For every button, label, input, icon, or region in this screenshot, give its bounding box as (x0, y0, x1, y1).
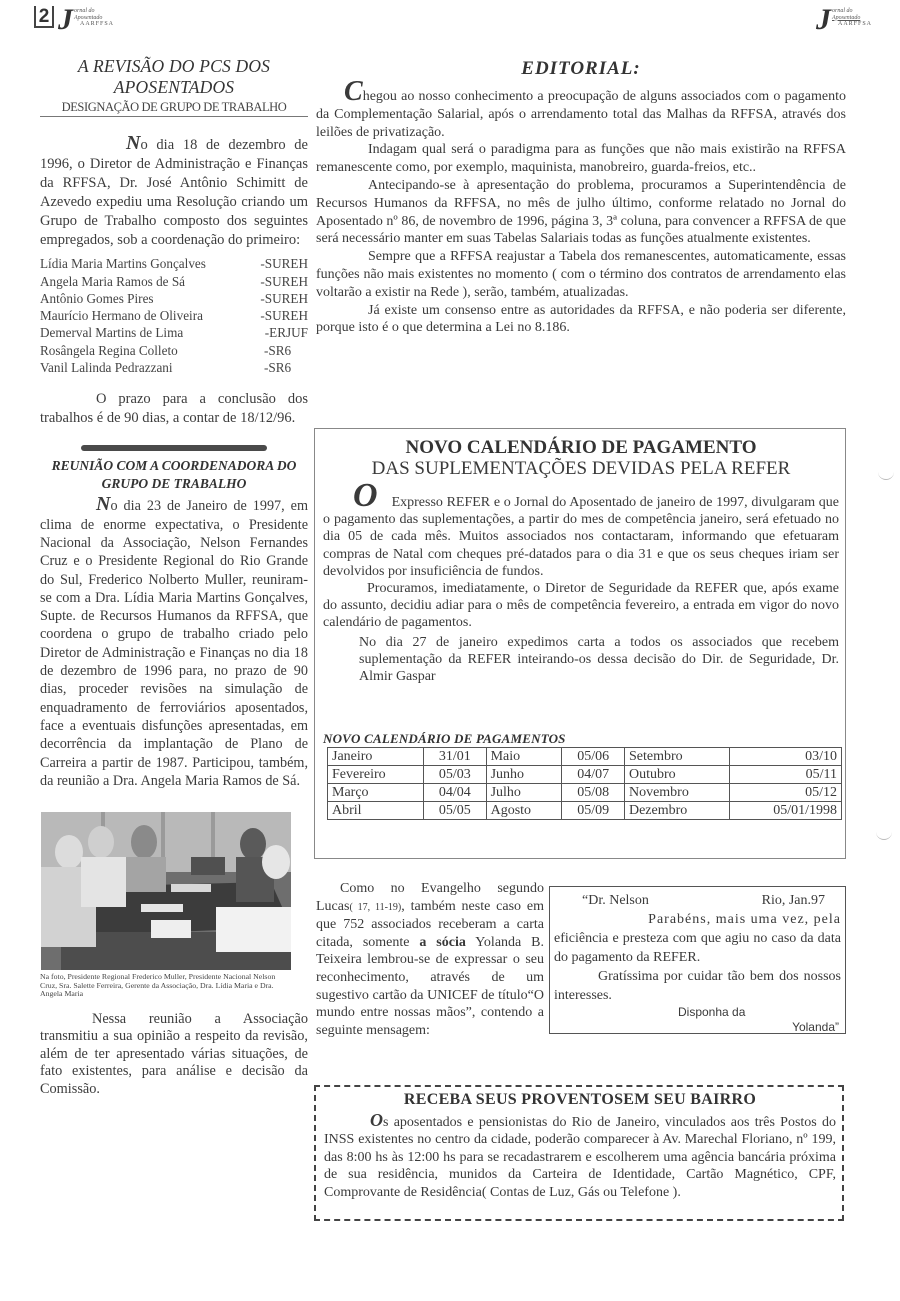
member-name: Maurício Hermano de Oliveira (40, 308, 203, 324)
margin-mark (878, 472, 894, 480)
paragraph-text: Yolanda B. Teixeira lembrou-se de expressar o seu reconhecimento, através de um sugestivo cartão da UNICEF de título“O mundo entre nossas mãos”, contendo a seguinte mensagem: (316, 934, 544, 1038)
dropcap: O (370, 1110, 383, 1130)
refer-paragraph (323, 477, 839, 580)
paragraph-text: Como no Evangelho segundo Lucas (316, 881, 544, 914)
month-cell: Agosto (486, 802, 562, 820)
letter-salutation: “Dr. Nelson (582, 893, 649, 908)
table-row (328, 748, 842, 766)
article-title-reuniao: REUNIÃO COM A COORDENADORA DO GRUPO DE TRABALHO (51, 458, 297, 492)
month-cell: Dezembro (624, 802, 730, 820)
paragraph-text: o dia 18 de dezembro de 1996, o Diretor de Administração e Finanças da RFFSA, Dr. José Antônio Schimitt de Azevedo expediu uma Resolução criando um Grupo de Trabalho composto dos seguintes empregados, sob a coordenação do primeiro: (40, 137, 308, 249)
editorial-paragraph: Sempre que a RFFSA reajustar a Tabela dos remanescentes, automaticamente, essas funções não mais existentes no momento ( com o término dos contratos de arrendamento elas voltarão a existir na Rede ), serão, também, atualizadas. (316, 249, 846, 300)
proventos-paragraph (324, 1112, 836, 1201)
logo-line3: AARFFSA (80, 21, 115, 28)
bible-reference: ( 17, 11-19) (349, 901, 402, 913)
article-paragraph: O prazo para a conclusão dos trabalhos é de 90 dias, a contar de 18/12/96. (40, 391, 308, 427)
date-cell: 05/05 (423, 802, 486, 820)
member-name: Rosângela Regina Colleto (40, 342, 178, 358)
paragraph-text: s aposentados e pensionistas do Rio de Janeiro, vinculados aos três Postos do INSS existentes no centro da cidade, poderão comparecer à Av. Marechal Floriano, nº 199, das 8:00 hs às 12:00 hs para se recadastrarem e escolherem uma agência bancária próxima de sua residência, munidos da Carteira de Identidade, Cartão Magnético, CPF, Comprovante de Residência( Contas de Luz, Gás ou Telefone ). (324, 1115, 836, 1200)
member-dept: -SUREH (260, 256, 308, 272)
letter-line: eficiência e presteza com que agiu no caso da data do pagamento da REFER. (554, 931, 841, 965)
member-row (40, 307, 308, 324)
editorial-title: EDITORIAL: (521, 58, 641, 79)
section-divider (81, 445, 267, 451)
letter-signoff: Disponha da (678, 1005, 746, 1019)
member-name: Vanil Lalinda Pedrazzani (40, 360, 173, 376)
date-cell: 05/06 (562, 748, 625, 766)
editorial-paragraph: Indagam qual será o paradigma para as funções que não mais existirão na RFFSA remanescente como, por exemplo, maquinista, manobreiro, guarda-freios, etc.. (316, 142, 846, 176)
paragraph-text: hegou ao nosso conhecimento a preocupação de alguns associados com o pagamento da Complementação Salarial, após o arrendamento total das Malhas da RFFSA, através dos leilões de privatização. (316, 89, 846, 140)
article-paragraph (40, 495, 308, 790)
member-name: Antônio Gomes Pires (40, 290, 154, 306)
member-dept: -SR6 (264, 342, 292, 358)
masthead-right (812, 3, 873, 36)
emphasis-text: a sócia (419, 934, 466, 950)
month-cell: Maio (486, 748, 562, 766)
left-column (40, 56, 308, 1098)
member-dept: -SUREH (260, 290, 308, 306)
logo-line3: AARFFSA (838, 21, 873, 28)
letter-box (549, 886, 846, 1034)
logo-line2: Aposentado (74, 14, 103, 21)
month-cell: Abril (328, 802, 424, 820)
date-cell: 05/03 (423, 766, 486, 784)
refer-calendar-box (314, 428, 846, 859)
meeting-photo (41, 812, 291, 970)
date-cell: 05/11 (730, 766, 842, 784)
member-name: Angela Maria Ramos de Sá (40, 273, 186, 289)
date-cell: 04/04 (423, 784, 486, 802)
lucas-paragraph (316, 880, 544, 1039)
member-row (40, 324, 308, 341)
proventos-box (314, 1085, 844, 1221)
month-cell: Novembro (624, 784, 730, 802)
photo-caption: Na foto, Presidente Regional Frederico Muller, Presidente Nacional Nelson Cruz, Sra. Salette Ferreira, Gerente da Associação, Dra. Lídia Maria e Dra. Angela Maria (40, 972, 276, 999)
refer-paragraph: Procuramos, imediatamente, o Diretor de Seguridade da REFER que, após exame do assunto, decidiu adiar para o mês de competência fevereiro, a entrada em vigor do novo calendário de pagamentos. (323, 581, 839, 631)
letter-signature: Yolanda” (792, 1020, 839, 1034)
member-dept: -SUREH (260, 273, 308, 289)
journal-logo (58, 3, 115, 36)
logo-line1: ornal do (832, 8, 853, 14)
page-number: 2 (34, 6, 54, 28)
letter-line: Gratíssima por cuidar tão bem dos nossos interesses. (554, 969, 841, 1003)
logo-line1: ornal do (74, 8, 95, 14)
dropcap: N (126, 132, 141, 155)
member-name: Lídia Maria Martins Gonçalves (40, 256, 206, 272)
date-cell: 05/12 (730, 784, 842, 802)
logo-letter: J (816, 3, 831, 36)
logo-line2: Aposentado (832, 14, 861, 21)
table-row (328, 766, 842, 784)
editorial-paragraph: Antecipando-se à apresentação do problema, procuramos a Superintendência de Recursos Humanos da RFFSA, no mês de julho último, conforme relatado no Jornal do Aposentado nº 86, de novembro de 1996, página 3, 3ª coluna, para convencer a RFFSA de que será necessário manter em suas Tabelas Salariais todas as funções atualmente existentes. (316, 177, 846, 247)
member-row (40, 273, 308, 290)
payment-calendar-table (327, 747, 842, 820)
date-cell: 31/01 (423, 748, 486, 766)
paragraph-text: o dia 23 de Janeiro de 1997, em clima de enorme expectativa, o Presidente Nacional da Associação, Nelson Fernandes Cruz e o Presidente Regional do Rio Grande do Sul, Frederico Nolberto Muller, reuniram-se com a Dra. Lídia Maria Martins Gonçalves, Supte. de Recursos Humanos da RFFSA, que coordena o grupo de trabalho criado pelo Diretor de Administração e Finanças no dia 18 de dezembro de 1996 para, no prazo de 90 dias, proceder revisões na simulação de enquadramento de ferroviários aposentados, face a eventuais disfunções apresentadas, em decorrência da implantação de Plano de Carreira a partir de 1987. Participou, também, da reunião a Dra. Angela Maria Ramos de Sá. (40, 498, 308, 789)
editorial-paragraph: Já existe um consenso entre as autoridades da RFFSA, e não poderia ser diferente, porque isto é o que determina a Lei no 8.186. (316, 302, 846, 336)
member-dept: -SUREH (260, 308, 308, 324)
refer-paragraph: No dia 27 de janeiro expedimos carta a todos os associados que recebem suplementação da REFER inteirando-os dessa decisão do Dir. de Seguridade, Dr. Almir Gaspar (359, 634, 839, 685)
letter-line: Parabéns, mais uma vez, pela (648, 912, 841, 927)
member-row (40, 255, 308, 272)
margin-mark (876, 832, 892, 840)
date-cell: 04/07 (562, 766, 625, 784)
date-cell: 05/08 (562, 784, 625, 802)
member-dept: -ERJUF (264, 325, 308, 341)
month-cell: Junho (486, 766, 562, 784)
dropcap: O (353, 477, 378, 514)
meeting-photo-image (41, 812, 291, 970)
article-paragraph: Nessa reunião a Associação transmitiu a sua opinião a respeito da revisão, além de ter apresentado várias situações, de fato existentes, para análise e decisão da Comissão. (40, 1010, 308, 1097)
month-cell: Julho (486, 784, 562, 802)
member-row (40, 359, 308, 376)
letter-date: Rio, Jan.97 (761, 893, 825, 908)
month-cell: Setembro (624, 748, 730, 766)
editorial-paragraph (316, 76, 846, 141)
masthead-left (34, 3, 115, 36)
member-row (40, 290, 308, 307)
member-name: Demerval Martins de Lima (40, 325, 184, 341)
date-cell: 05/01/1998 (730, 802, 842, 820)
article-title-pcs: A REVISÃO DO PCS DOS APOSENTADOS (77, 56, 271, 97)
journal-logo-right (816, 3, 873, 36)
logo-letter: J (58, 3, 73, 36)
member-row (40, 342, 308, 359)
article-paragraph (40, 134, 308, 250)
month-cell: Outubro (624, 766, 730, 784)
member-dept: -SR6 (264, 360, 292, 376)
paragraph-text: , também neste caso em que 752 associados receberam a carta citada, somente (316, 898, 545, 950)
month-cell: Março (328, 784, 424, 802)
table-row (328, 784, 842, 802)
article-subtitle: DESIGNAÇÃO DE GRUPO DE TRABALHO (40, 100, 308, 117)
proventos-title: RECEBA SEUS PROVENTOSEM SEU BAIRRO (403, 1091, 757, 1108)
member-list (40, 255, 308, 376)
refer-subtitle: DAS SUPLEMENTAÇÕES DEVIDAS PELA REFER (371, 458, 791, 479)
month-cell: Janeiro (328, 748, 424, 766)
refer-title: NOVO CALENDÁRIO DE PAGAMENTO (405, 437, 757, 458)
dropcap: C (344, 76, 363, 107)
table-row (328, 802, 842, 820)
letter-header (554, 891, 841, 910)
month-cell: Fevereiro (328, 766, 424, 784)
date-cell: 03/10 (730, 748, 842, 766)
dropcap: N (96, 493, 111, 516)
date-cell: 05/09 (562, 802, 625, 820)
editorial-section (316, 58, 846, 337)
calendar-title: NOVO CALENDÁRIO DE PAGAMENTOS (323, 731, 566, 747)
paragraph-text: Expresso REFER e o Jornal do Aposentado de janeiro de 1997, divulgaram que o pagamento das suplementações, a partir do mes de competência janeiro, será efetuado no dia 05 de cada mês. Muitos associados nos contactaram, informando que efetuaram compras de Natal com cheques pré-datados para o dia 31 e que os seus cheques iriam ser devolvidos por insuficiência de fundos. (323, 495, 839, 579)
